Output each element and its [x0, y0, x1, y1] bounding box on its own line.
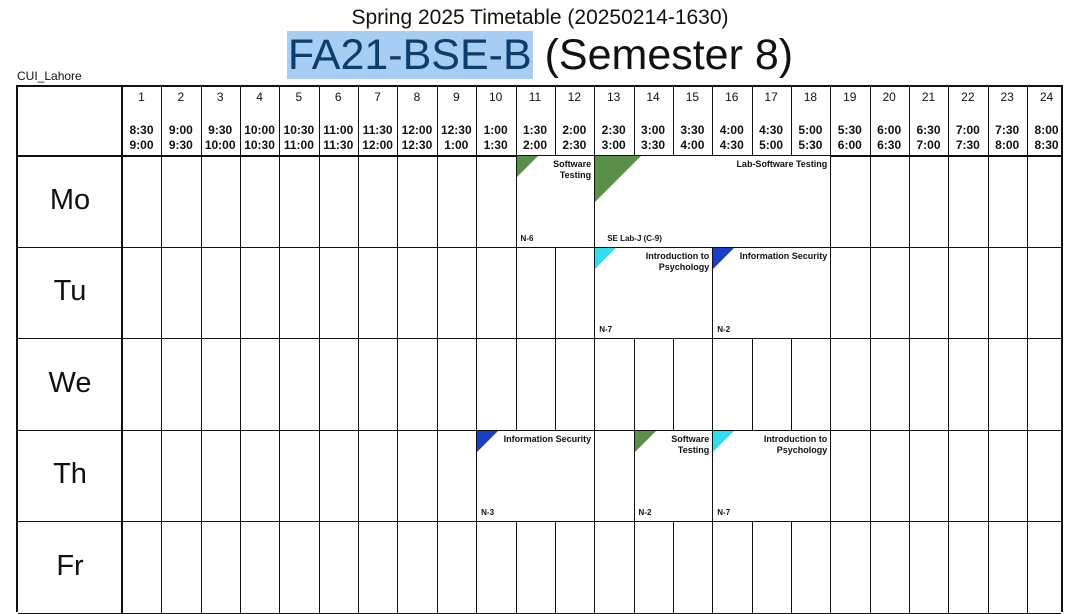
column-time-range [279, 123, 318, 153]
timetable-grid [16, 85, 1063, 612]
column-end-time: 3:00 [601, 138, 626, 152]
column-number: 6 [334, 90, 342, 104]
course-name: Information Security [503, 433, 592, 444]
column-time-range [161, 123, 200, 153]
column-end-time: 5:30 [798, 138, 823, 152]
class-code-highlight: FA21-BSE-B [287, 31, 532, 79]
column-start-time: 12:30 [440, 123, 472, 137]
grid-column-line [1027, 87, 1028, 614]
column-number: 13 [607, 90, 621, 104]
column-start-time: 9:30 [208, 123, 233, 137]
column-start-time: 7:00 [955, 123, 980, 137]
column-start-time: 1:00 [483, 123, 508, 137]
column-number: 7 [374, 90, 381, 104]
column-end-time: 9:30 [168, 138, 193, 152]
grid-column-line [909, 87, 910, 614]
column-time-range [909, 123, 948, 153]
column-time-range [791, 123, 830, 153]
class-session[interactable] [712, 430, 831, 523]
class-session[interactable] [712, 247, 831, 340]
grid-column-line [161, 87, 162, 614]
timetable-title [0, 30, 1080, 80]
grid-column-line [279, 87, 280, 614]
grid-column-line [437, 87, 438, 614]
grid-column-line [476, 87, 477, 614]
column-start-time: 8:00 [1034, 123, 1059, 137]
column-number: 10 [488, 90, 503, 104]
timetable-subtitle: Spring 2025 Timetable (20250214-1630) [351, 6, 729, 29]
class-session[interactable] [476, 430, 595, 523]
column-number: 17 [764, 90, 778, 104]
room-label: N-3 [481, 508, 495, 517]
column-start-time: 2:30 [601, 123, 626, 137]
column-number: 8 [413, 90, 421, 104]
column-number: 15 [685, 90, 700, 104]
class-session[interactable] [594, 155, 831, 248]
room-label: SE Lab-J (C-9) [607, 233, 662, 243]
column-number: 9 [452, 90, 460, 104]
column-start-time: 4:30 [759, 123, 784, 137]
column-end-time: 7:00 [916, 138, 941, 152]
day-label-th: Th [53, 458, 87, 491]
column-start-time: 6:30 [916, 123, 941, 137]
column-end-time: 9:00 [129, 138, 154, 152]
column-number: 24 [1039, 90, 1054, 104]
column-number: 18 [803, 90, 818, 104]
day-label-mo: Mo [49, 183, 91, 216]
column-end-time: 10:00 [204, 138, 236, 152]
course-color-marker [595, 248, 616, 269]
column-time-range [201, 123, 240, 153]
grid-column-line [201, 87, 202, 614]
column-time-range [712, 123, 751, 153]
column-start-time: 12:00 [401, 123, 433, 137]
column-end-time: 6:00 [837, 138, 862, 152]
grid-column-line [397, 87, 398, 614]
course-name: Software Testing [553, 159, 592, 180]
column-end-time: 11:00 [283, 138, 314, 152]
course-color-marker [477, 431, 498, 452]
grid-column-line [870, 87, 871, 614]
column-start-time: 10:00 [244, 123, 275, 137]
column-number: 1 [138, 90, 145, 104]
column-time-range [516, 123, 555, 153]
column-end-time: 6:30 [877, 138, 902, 152]
column-time-range [594, 123, 633, 153]
course-color-marker [635, 431, 656, 452]
course-name: Introduction to Psychology [763, 433, 828, 455]
column-end-time: 1:00 [444, 138, 469, 152]
column-number: 3 [216, 90, 224, 104]
course-color-marker [517, 156, 538, 177]
column-end-time: 1:30 [483, 138, 508, 152]
grid-column-line [358, 87, 359, 614]
column-time-range [240, 123, 279, 153]
column-time-range [319, 123, 358, 153]
column-number: 2 [177, 90, 185, 104]
column-number: 5 [295, 90, 303, 104]
column-start-time: 6:00 [877, 123, 902, 137]
column-time-range [122, 123, 161, 153]
column-start-time: 5:30 [837, 123, 862, 137]
course-name: Introduction to Psychology [645, 250, 710, 272]
room-label: N-2 [638, 508, 652, 517]
column-start-time: 9:00 [168, 123, 193, 137]
column-time-range [437, 123, 476, 153]
column-end-time: 8:00 [995, 138, 1020, 152]
column-number: 14 [646, 90, 660, 104]
room-label: N-7 [717, 508, 731, 517]
column-start-time: 11:30 [362, 123, 393, 137]
class-session[interactable] [516, 155, 596, 248]
semester-label: (Semester 8) [532, 31, 794, 79]
column-time-range [397, 123, 436, 153]
column-start-time: 3:00 [641, 123, 666, 137]
column-end-time: 2:00 [522, 138, 548, 152]
grid-row-line [18, 613, 1061, 614]
class-session[interactable] [634, 430, 714, 523]
column-end-time: 4:00 [680, 138, 705, 152]
column-time-range [673, 123, 712, 153]
column-number: 19 [843, 90, 857, 104]
column-time-range [634, 123, 673, 153]
column-time-range [988, 123, 1027, 153]
column-time-range [476, 123, 515, 153]
column-time-range [555, 123, 594, 153]
room-label: N-6 [520, 233, 534, 243]
grid-row-line [18, 338, 1061, 339]
column-end-time: 11:30 [323, 138, 354, 152]
column-number: 12 [567, 90, 582, 104]
grid-column-line [988, 87, 989, 614]
course-name: Information Security [739, 250, 828, 261]
column-start-time: 2:00 [562, 123, 587, 137]
day-label-we: We [48, 366, 92, 399]
column-time-range [870, 123, 909, 153]
column-end-time: 10:30 [244, 138, 275, 152]
day-label-fr: Fr [56, 549, 84, 582]
column-end-time: 8:30 [1034, 138, 1059, 152]
column-start-time: 4:00 [719, 123, 744, 137]
column-end-time: 4:30 [719, 138, 744, 152]
class-session[interactable] [594, 247, 713, 340]
column-end-time: 3:30 [641, 138, 666, 152]
column-end-time: 7:30 [955, 138, 980, 152]
column-start-time: 7:30 [995, 123, 1020, 137]
column-end-time: 2:30 [562, 138, 587, 152]
column-start-time: 11:00 [323, 123, 354, 137]
column-time-range [752, 123, 791, 153]
column-time-range [1027, 123, 1066, 153]
course-name: Software Testing [671, 433, 710, 455]
column-start-time: 5:00 [798, 123, 823, 137]
column-time-range [830, 123, 869, 153]
column-end-time: 12:00 [362, 138, 393, 152]
course-color-marker [595, 156, 641, 202]
column-start-time: 1:30 [522, 123, 548, 137]
column-end-time: 12:30 [401, 138, 433, 152]
column-start-time: 3:30 [680, 123, 705, 137]
campus-label: CUI_Lahore [17, 69, 82, 83]
column-start-time: 10:30 [283, 123, 315, 137]
column-number: 16 [725, 90, 739, 104]
column-number: 11 [528, 90, 542, 104]
course-color-marker [713, 248, 734, 269]
grid-column-line [948, 87, 949, 614]
grid-column-line [319, 87, 320, 614]
column-number: 23 [1000, 90, 1014, 104]
column-number: 20 [882, 90, 896, 104]
column-time-range [358, 123, 397, 153]
room-label: N-7 [599, 325, 613, 334]
room-label: N-2 [717, 325, 731, 334]
course-name: Lab-Software Testing [736, 159, 828, 169]
grid-column-line [121, 87, 123, 614]
column-number: 4 [256, 90, 263, 104]
grid-column-line [240, 87, 241, 614]
course-color-marker [713, 431, 734, 452]
column-number: 22 [961, 90, 975, 104]
column-start-time: 8:30 [129, 123, 154, 137]
column-end-time: 5:00 [759, 138, 784, 152]
column-time-range [948, 123, 987, 153]
column-number: 21 [921, 90, 936, 104]
day-label-tu: Tu [53, 275, 87, 308]
